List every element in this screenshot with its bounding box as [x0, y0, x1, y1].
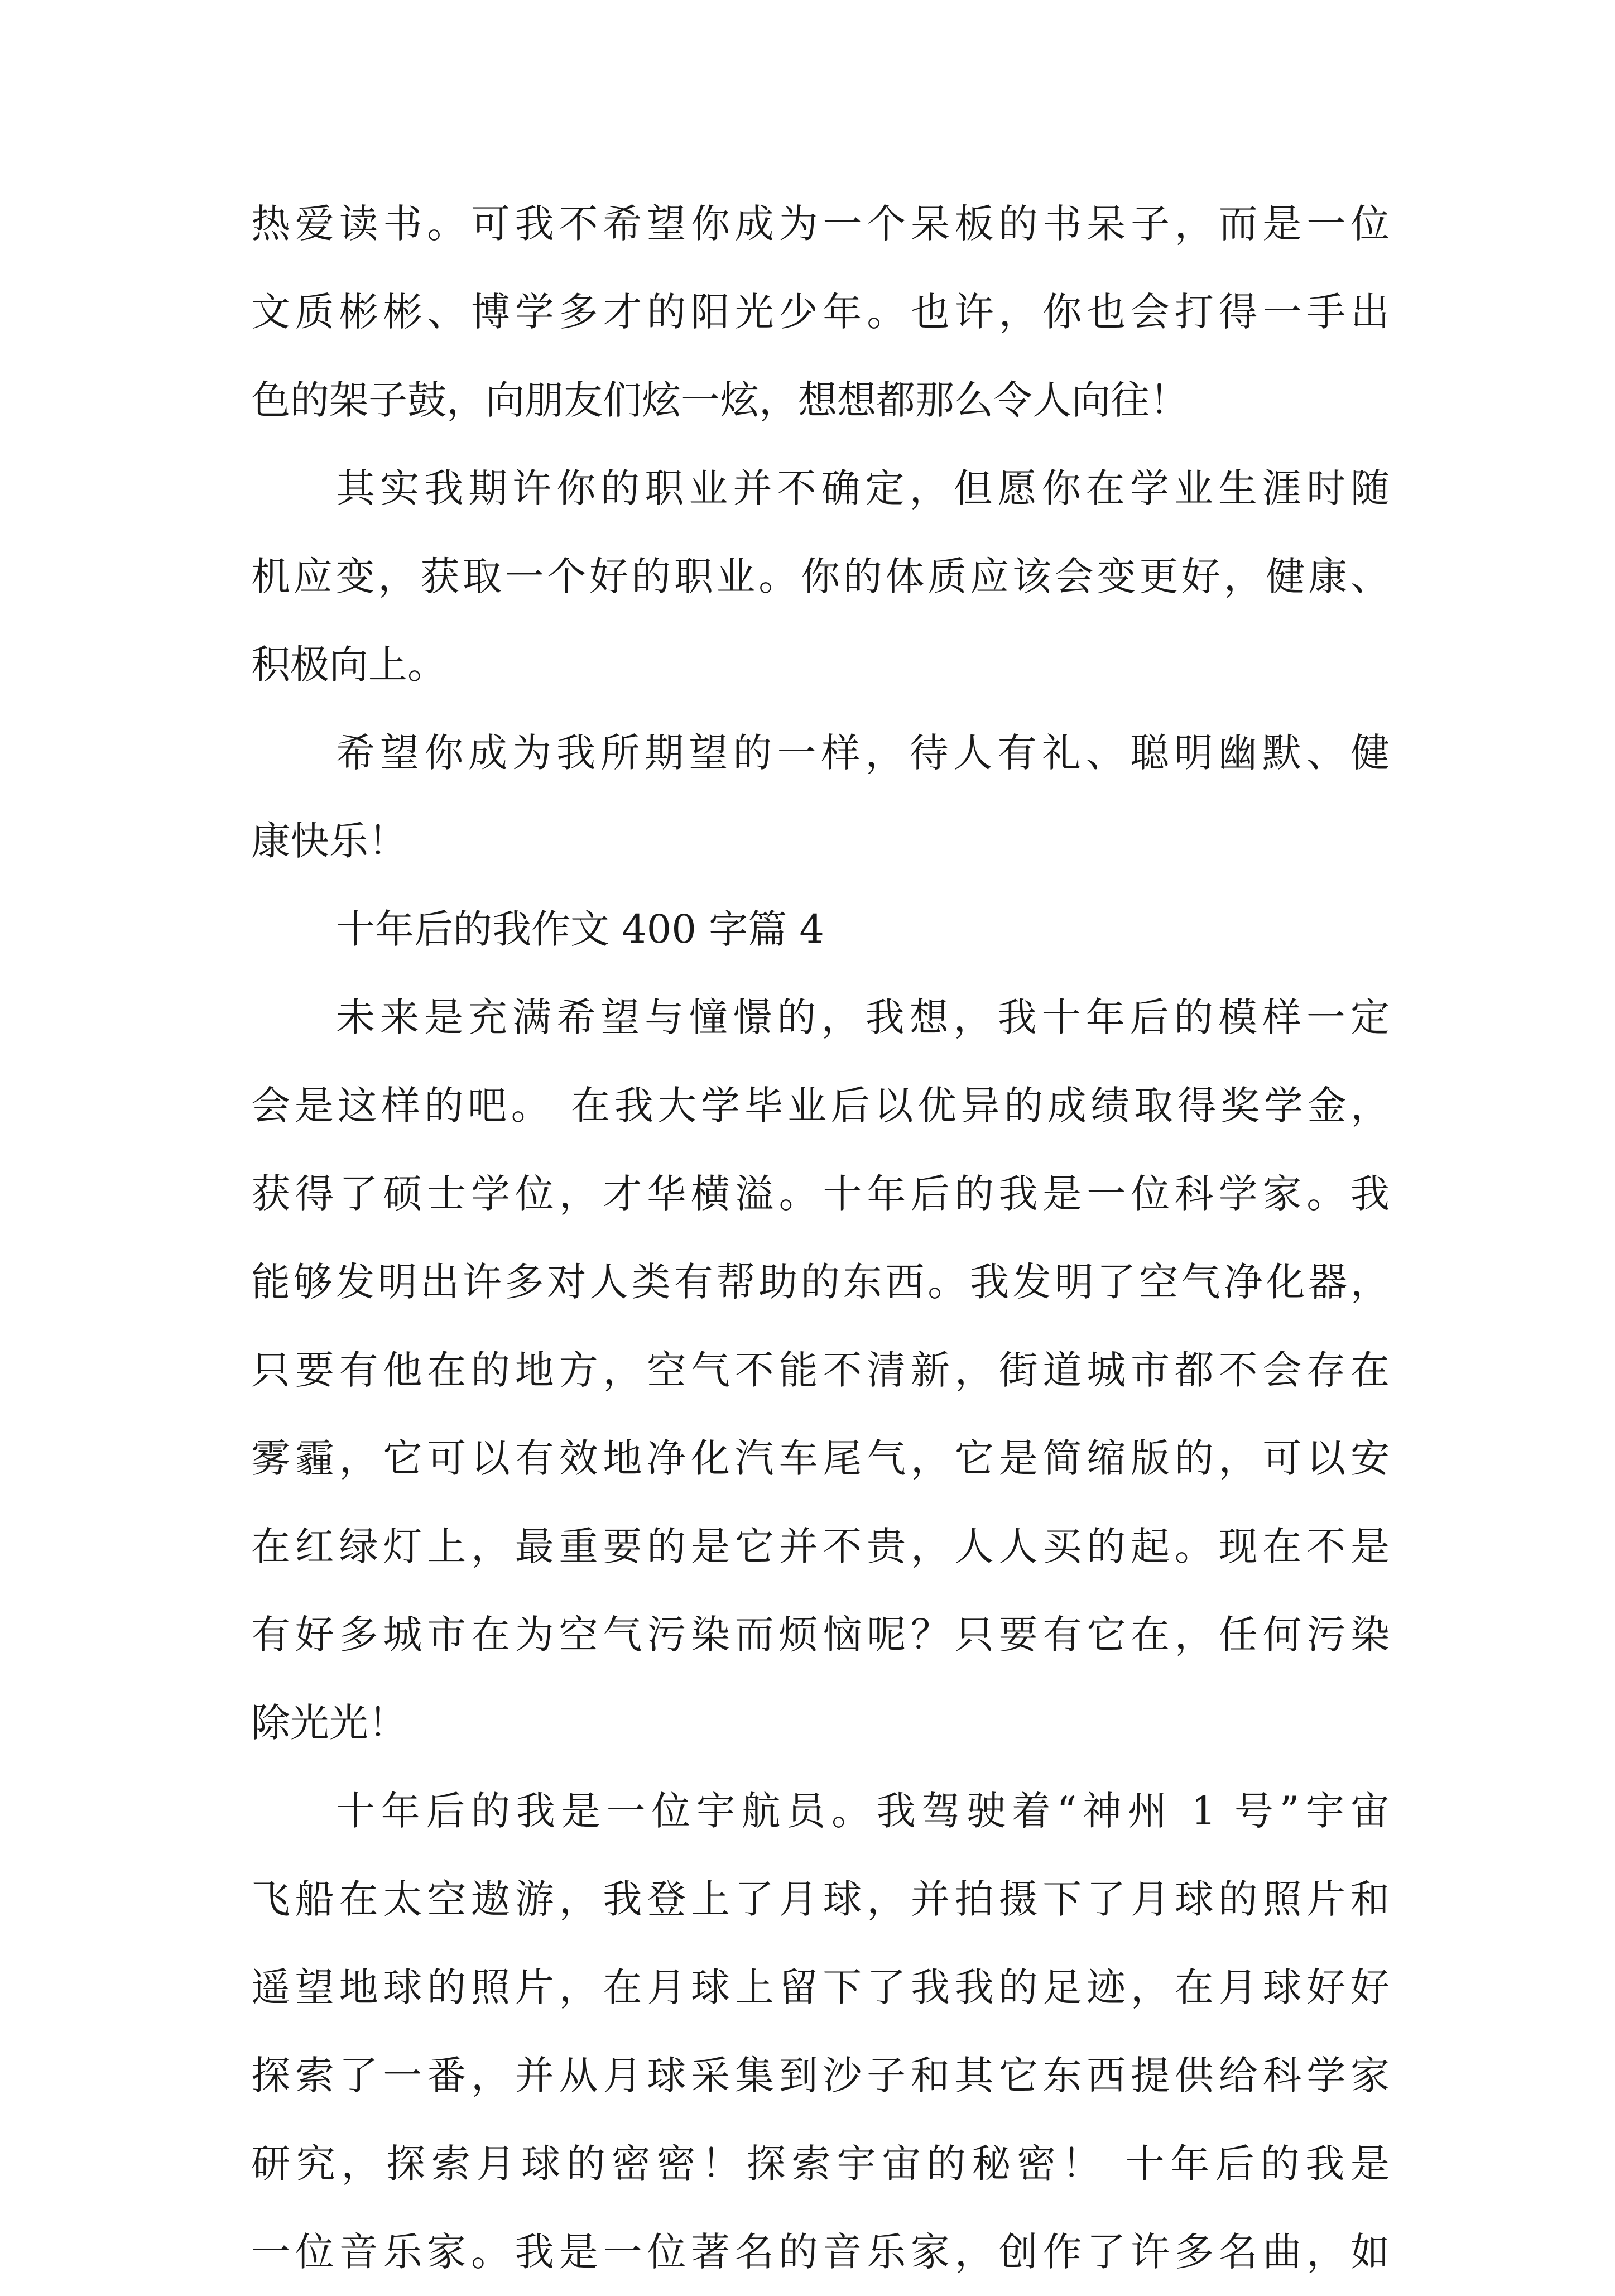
text-line: 色的架子鼓，向朋友们炫一炫，想想都那么令人向往！ [251, 377, 1189, 423]
text-line: 未来是充满希望与憧憬的，我想，我十年后的模样一定 [336, 995, 1390, 1040]
text-line: 一位音乐家。我是一位著名的音乐家，创作了许多名曲，如 [251, 2229, 1390, 2275]
text-line: 研究，探索月球的密密！探索宇宙的秘密！ 十年后的我是 [251, 2141, 1390, 2187]
text-line: 积极向上。 [251, 642, 446, 688]
text-line: 希望你成为我所期望的一样，待人有礼、聪明幽默、健 [336, 730, 1390, 776]
section-heading: 十年后的我作文 400 字篇 4 [336, 906, 824, 952]
text-line: 探索了一番，并从月球采集到沙子和其它东西提供给科学家 [251, 2053, 1390, 2098]
text-line: 雾霾，它可以有效地净化汽车尾气，它是简缩版的，可以安 [251, 1435, 1390, 1481]
text-line: 文质彬彬、博学多才的阳光少年。也许，你也会打得一手出 [251, 289, 1390, 335]
text-line: 遥望地球的照片，在月球上留下了我我的足迹，在月球好好 [251, 1964, 1390, 2010]
text-line: 只要有他在的地方，空气不能不清新，街道城市都不会存在 [251, 1347, 1390, 1393]
text-line: 康快乐！ [251, 818, 407, 864]
text-line: 有好多城市在为空气污染而烦恼呢？只要有它在，任何污染 [251, 1612, 1390, 1658]
document-body [251, 180, 1390, 2296]
text-line: 热爱读书。可我不希望你成为一个呆板的书呆子，而是一位 [251, 201, 1390, 247]
text-line: 飞船在太空遨游，我登上了月球，并拍摄下了月球的照片和 [251, 1876, 1390, 1922]
text-line: 其实我期许你的职业并不确定，但愿你在学业生涯时随 [336, 465, 1390, 511]
text-line: 除光光！ [251, 1700, 407, 1746]
text-line: 机应变，获取一个好的职业。你的体质应该会变更好，健康、 [251, 554, 1390, 599]
text-line: 会是这样的吧。 在我大学毕业后以优异的成绩取得奖学金， [251, 1083, 1390, 1128]
text-line: 能够发明出许多对人类有帮助的东西。我发明了空气净化器， [251, 1259, 1390, 1305]
text-line: 获得了硕士学位，才华横溢。十年后的我是一位科学家。我 [251, 1171, 1390, 1217]
text-line: 十年后的我是一位宇航员。我驾驶着“神州 1 号”宇宙 [336, 1788, 1390, 1834]
text-line: 在红绿灯上，最重要的是它并不贵，人人买的起。现在不是 [251, 1524, 1390, 1569]
